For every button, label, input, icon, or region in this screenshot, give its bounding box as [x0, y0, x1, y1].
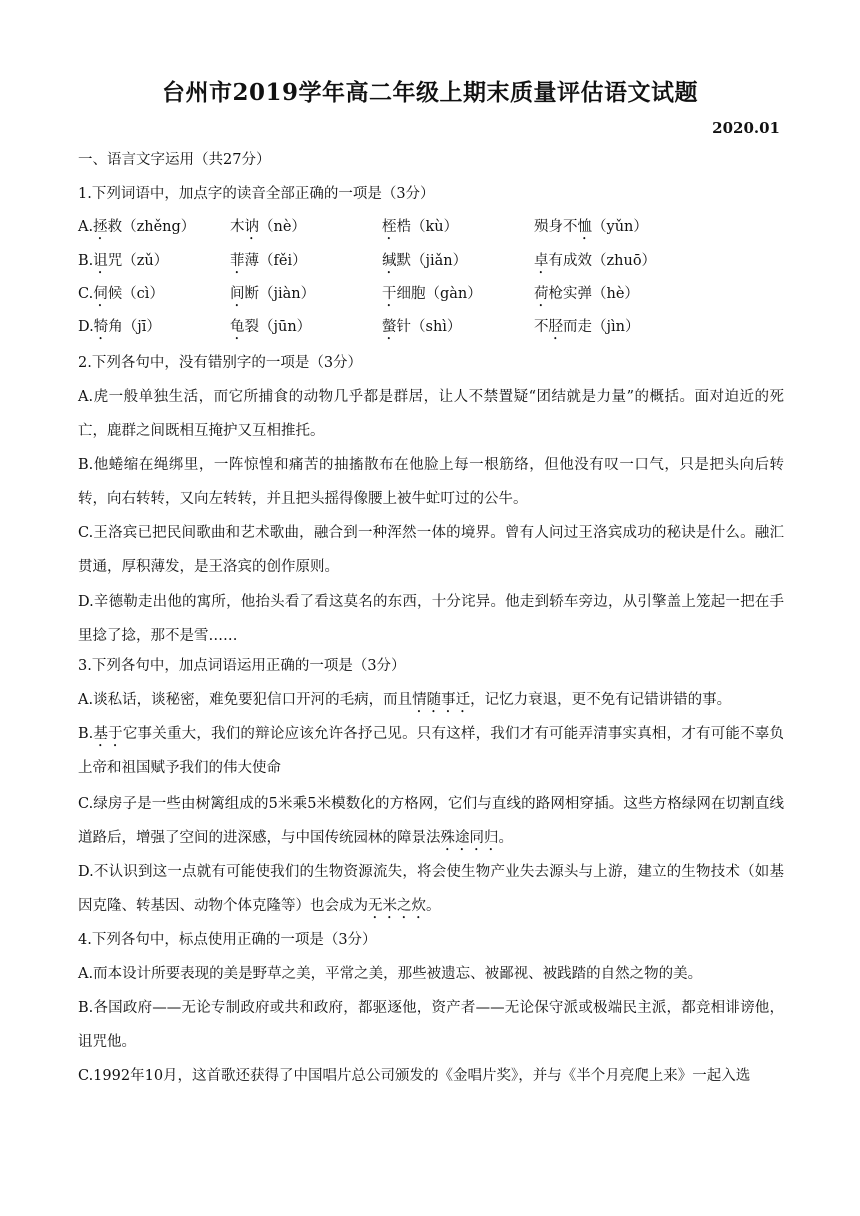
q2-option-a: A.虎一般单独生活，而它所捕食的动物几乎都是群居，让人不禁置疑“团结就是力量”的概括。面对迫近的死亡，鹿群之间既相互掩护又互相推托。	[78, 389, 784, 439]
q1-option-b-4: 卓有成效（zhuō）	[534, 253, 657, 269]
q2-option-d: D.辛德勒走出他的寓所，他抬头看了看这莫名的东西，十分诧异。他走到轿车旁边，从引擎盖上笼起一把在手里捻了捻，那不是雪……	[78, 594, 784, 644]
q2-option-b: B.他蜷缩在绳绑里，一阵惊惶和痛苦的抽搐散布在他脸上每一根筋络，但他没有叹一口气，只是把头向后转转，向右转转，又向左转转，并且把头摇得像腰上被牛虻叮过的公牛。	[78, 457, 784, 507]
exam-date: 2020.01	[712, 119, 780, 137]
q1-option-a-2: 木讷（nè）	[230, 219, 306, 235]
q1-option-d-4: 不胫而走（jìn）	[534, 319, 640, 335]
q4-option-b: B.各国政府——无论专制政府或共和政府，都驱逐他，资产者——无论保守派或极端民主派，都竞相诽谤他，诅咒他。	[78, 1000, 784, 1050]
q4-option-c: C.1992年10月，这首歌还获得了中国唱片总公司颁发的《金唱片奖》，并与《半个月亮爬上来》一起入选	[78, 1068, 751, 1084]
q1-option-d-2: 龟裂（jūn）	[230, 319, 312, 335]
question-2-stem: 2.下列各句中，没有错别字的一项是（3分）	[78, 355, 363, 371]
q1-option-b-3: 缄默（jiǎn）	[382, 253, 468, 269]
q1-option-a-3: 桎梏（kù）	[382, 219, 459, 235]
q1-option-b-1: B.诅咒（zǔ）	[78, 253, 169, 269]
question-1-stem: 1.下列词语中，加点字的读音全部正确的一项是（3分）	[78, 186, 435, 202]
q3-option-d: D.不认识到这一点就有可能使我们的生物资源流失，将会使生物产业失去源头与上游，建立的生物技术（如基因克隆、转基因、动物个体克隆等）也会成为无米之炊。	[78, 864, 784, 914]
q1-option-c-2: 间断（jiàn）	[230, 286, 316, 302]
question-4-stem: 4.下列各句中，标点使用正确的一项是（3分）	[78, 932, 377, 948]
q1-option-d-1: D.犄角（jī）	[78, 319, 161, 335]
section-heading: 一、语言文字运用（共27分）	[78, 152, 271, 168]
q2-option-c: C.王洛宾已把民间歌曲和艺术歌曲，融合到一种浑然一体的境界。曾有人问过王洛宾成功的秘诀是什么。融汇贯通，厚积薄发，是王洛宾的创作原则。	[78, 525, 784, 575]
q1-option-a-1: A.拯救（zhěng）	[78, 219, 196, 235]
question-3-stem: 3.下列各句中，加点词语运用正确的一项是（3分）	[78, 658, 406, 674]
q3-option-b: B.基于它事关重大，我们的辩论应该允许各抒己见。只有这样，我们才有可能弄清事实真相，才有可能不辜负上帝和祖国赋予我们的伟大使命	[78, 726, 785, 776]
q1-option-a-4: 殒身不恤（yǔn）	[534, 219, 648, 235]
q1-option-b-2: 菲薄（fěi）	[230, 253, 307, 269]
q1-option-c-4: 荷枪实弹（hè）	[534, 286, 639, 302]
q1-option-d-3: 螫针（shì）	[382, 319, 462, 335]
q1-option-c-1: C.伺候（cì）	[78, 286, 164, 302]
exam-title: 台州市2019学年高二年级上期末质量评估语文试题	[161, 79, 698, 106]
q3-option-a: A.谈私话，谈秘密，难免要犯信口开河的毛病，而且情随事迁，记忆力衰退，更不免有记错讲错的事。	[78, 692, 732, 708]
q1-option-c-3: 干细胞（gàn）	[382, 286, 482, 302]
q3-option-c: C.绿房子是一些由树篱组成的5米乘5米模数化的方格网，它们与直线的路网相穿插。这些方格绿网在切割直线道路后，增强了空间的进深感，与中国传统园林的障景法殊途同归。	[78, 796, 784, 846]
q4-option-a: A.而本设计所要表现的美是野草之美，平常之美，那些被遗忘、被鄙视、被践踏的自然之物的美。	[78, 966, 703, 982]
